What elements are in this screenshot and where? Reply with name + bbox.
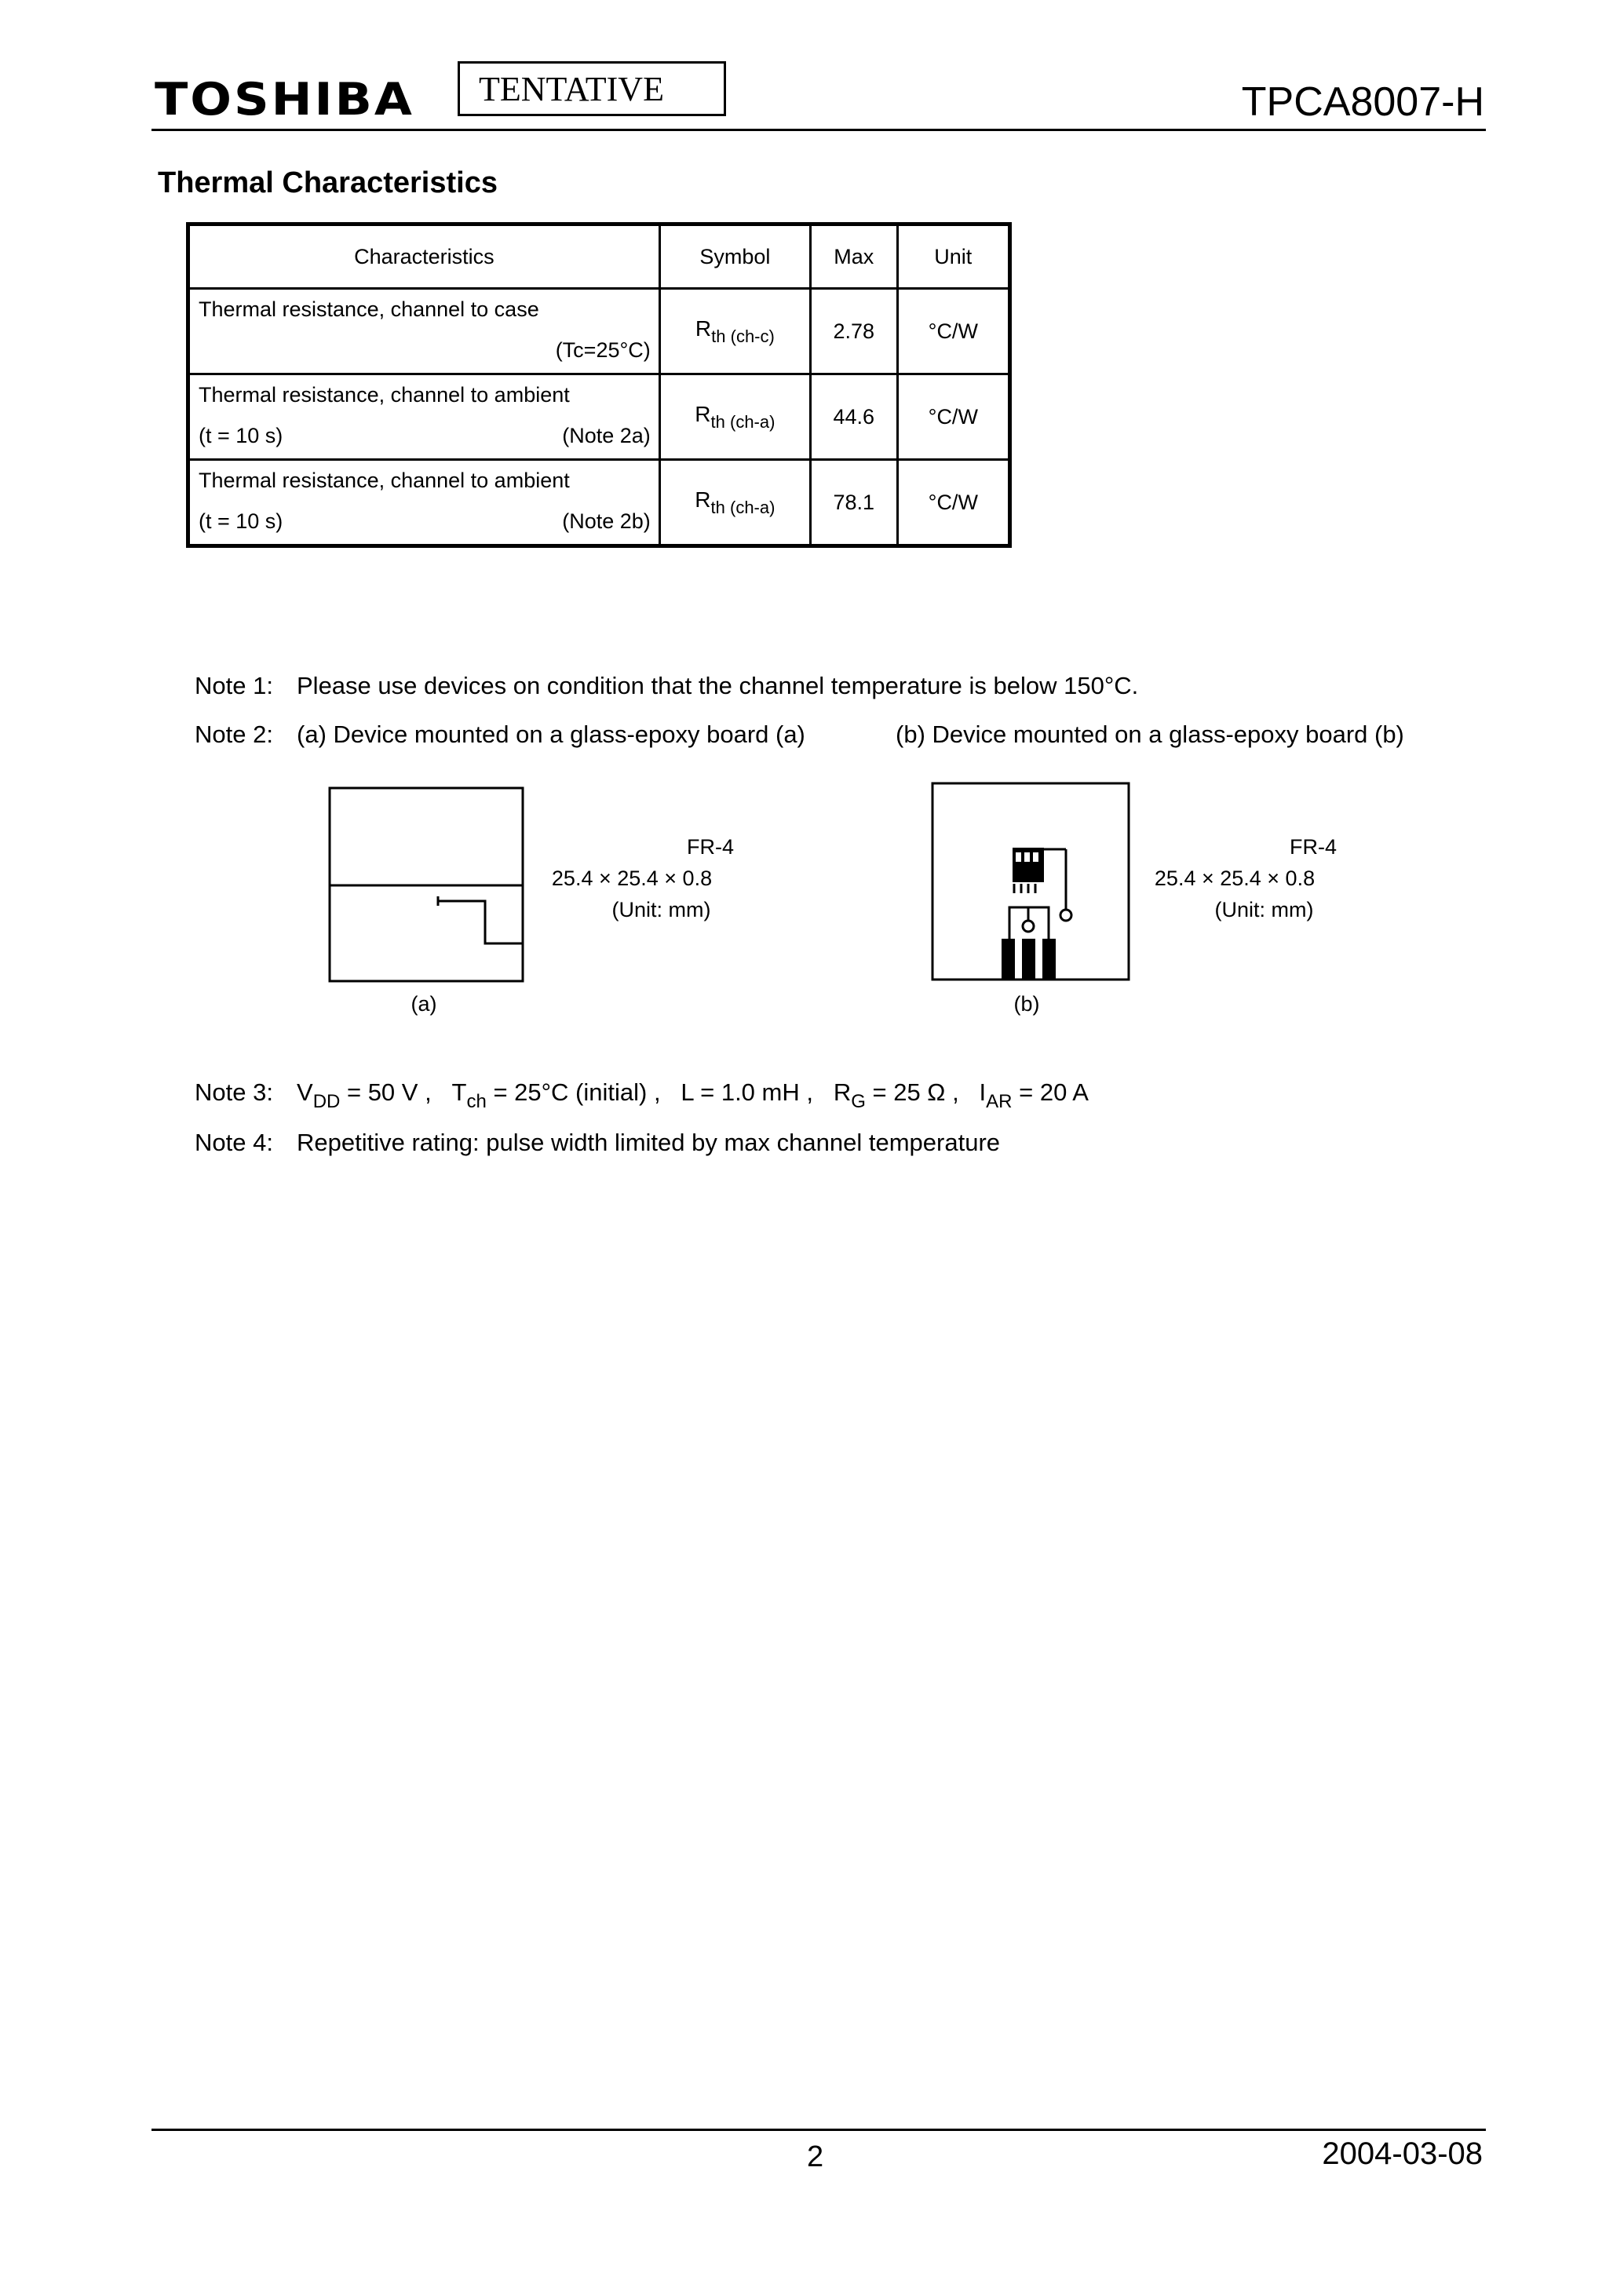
toshiba-logo: TOSHIBA [155,72,414,126]
table-row [188,374,1010,460]
page-number: 2 [807,2140,824,2173]
board-b-dims: 25.4 × 25.4 × 0.8 [1154,867,1316,890]
document-date: 2004-03-08 [1322,2136,1483,2171]
row-condition: (Tc=25°C) [555,338,651,362]
thermal-table [186,222,1012,548]
note1-label: Note 1: [195,672,273,699]
row-characteristic: Thermal resistance, channel to case [199,297,539,321]
board-a-diagram [328,786,526,984]
row-note-ref: (Note 2a) [562,424,651,447]
board-b-material: FR-4 [1290,835,1337,859]
note2a-text: (a) Device mounted on a glass-epoxy board (a) [297,721,805,748]
footer-rule [151,2129,1486,2131]
row-max: 44.6 [811,374,898,460]
board-b-unit: (Unit: mm) [1214,898,1314,921]
row-max: 78.1 [811,460,898,546]
note3-label: Note 3: [195,1078,273,1106]
header-rule [151,129,1486,131]
table-header-row [188,224,1010,289]
row-characteristic: Thermal resistance, channel to ambient [199,469,570,492]
table-row [188,460,1010,546]
section-title: Thermal Characteristics [158,166,498,199]
row-time: (t = 10 s) [199,509,283,533]
board-a-caption: (a) [411,992,437,1016]
row-symbol: $R_{th (ch-a)}$ [695,401,776,432]
tentative-box: TENTATIVE [458,61,726,116]
row-unit: °C/W [897,374,1009,460]
note2-label: Note 2: [195,721,273,748]
board-a-unit: (Unit: mm) [611,898,711,921]
header-symbol: Symbol [659,224,810,289]
part-number: TPCA8007-H [1241,79,1484,125]
header-unit: Unit [897,224,1009,289]
board-a-dims: 25.4 × 25.4 × 0.8 [551,867,713,890]
board-a-material: FR-4 [687,835,734,859]
header-max: Max [811,224,898,289]
note3-text: $V_{DD} = 50$ V , $T_{ch} = 25^\circ C$ (initial) , L = 1.0 mH , $R_G = 25$ Ω , $I_{AR} = 20$ A [297,1078,1089,1112]
note4-text: Repetitive rating: pulse width limited by max channel temperature [297,1129,1001,1156]
header-characteristics: Characteristics [188,224,660,289]
row-unit: °C/W [897,289,1009,374]
table-row [188,289,1010,374]
row-unit: °C/W [897,460,1009,546]
board-b-diagram [931,782,1132,983]
row-characteristic: Thermal resistance, channel to ambient [199,383,570,407]
board-b-caption: (b) [1013,992,1040,1016]
note4-label: Note 4: [195,1129,273,1156]
note1-text: Please use devices on condition that the channel temperature is below 150°C. [297,672,1139,699]
row-symbol: $R_{th (ch-a)}$ [695,487,776,517]
note2b-text: (b) Device mounted on a glass-epoxy board (b) [896,721,1404,748]
row-note-ref: (Note 2b) [562,509,651,533]
row-time: (t = 10 s) [199,424,283,447]
row-symbol: $R_{th (ch-c)}$ [695,316,775,346]
row-max: 2.78 [811,289,898,374]
